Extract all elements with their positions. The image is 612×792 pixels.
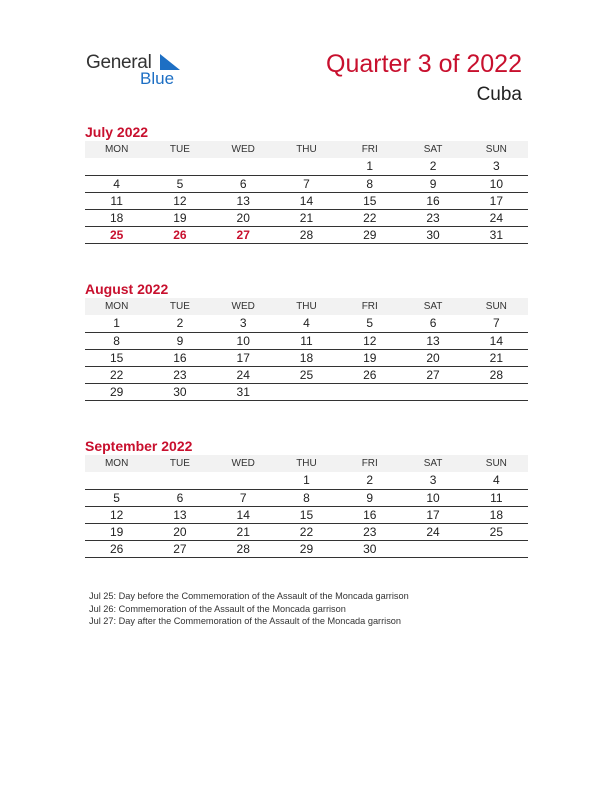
day-cell: 19 — [148, 210, 211, 227]
day-cell: 28 — [275, 227, 338, 244]
week-row — [85, 349, 528, 366]
week-row — [85, 506, 528, 523]
month-calendar-table — [85, 298, 528, 401]
month-july — [85, 123, 528, 244]
day-cell: 12 — [85, 506, 148, 523]
day-cell: 8 — [275, 489, 338, 506]
day-cell: 18 — [85, 210, 148, 227]
day-cell — [85, 158, 148, 175]
day-cell: 8 — [85, 332, 148, 349]
logo-triangle-icon — [160, 54, 180, 70]
month-august — [85, 280, 528, 401]
day-cell: 24 — [465, 210, 528, 227]
day-cell: 29 — [275, 541, 338, 558]
weekday-header: WED — [212, 455, 275, 472]
weekday-header: THU — [275, 298, 338, 315]
weekday-header: WED — [212, 298, 275, 315]
day-cell: 14 — [212, 506, 275, 523]
country-name: Cuba — [476, 84, 522, 105]
day-cell: 14 — [465, 332, 528, 349]
day-cell: 27 — [212, 227, 275, 244]
day-cell: 13 — [148, 506, 211, 523]
day-cell — [212, 472, 275, 489]
day-cell: 7 — [275, 175, 338, 192]
day-cell: 1 — [85, 315, 148, 332]
day-cell: 23 — [401, 210, 464, 227]
day-cell: 6 — [401, 315, 464, 332]
day-cell: 23 — [338, 524, 401, 541]
day-cell: 13 — [212, 192, 275, 209]
weekday-header: TUE — [148, 298, 211, 315]
day-cell: 23 — [148, 367, 211, 384]
day-cell: 11 — [275, 332, 338, 349]
day-cell: 17 — [212, 349, 275, 366]
day-cell: 20 — [148, 524, 211, 541]
day-cell: 12 — [338, 332, 401, 349]
holiday-note: Jul 27: Day after the Commemoration of the Assault of the Moncada garrison — [89, 616, 402, 627]
day-cell: 8 — [338, 175, 401, 192]
weekday-header: MON — [85, 141, 148, 158]
day-cell: 26 — [338, 367, 401, 384]
day-cell: 14 — [275, 192, 338, 209]
month-calendar-table — [85, 455, 528, 558]
day-cell: 30 — [148, 384, 211, 401]
week-row — [85, 472, 528, 489]
day-cell — [275, 384, 338, 401]
weekday-header: TUE — [148, 141, 211, 158]
day-cell: 15 — [275, 506, 338, 523]
day-cell: 11 — [85, 192, 148, 209]
day-cell: 3 — [401, 472, 464, 489]
day-cell: 10 — [401, 489, 464, 506]
day-cell: 25 — [465, 524, 528, 541]
day-cell: 4 — [465, 472, 528, 489]
day-cell: 24 — [401, 524, 464, 541]
day-cell: 16 — [338, 506, 401, 523]
day-cell: 21 — [275, 210, 338, 227]
weeks-body — [85, 158, 528, 244]
day-cell — [401, 384, 464, 401]
day-cell: 9 — [401, 175, 464, 192]
day-cell: 29 — [338, 227, 401, 244]
day-cell: 22 — [85, 367, 148, 384]
week-row — [85, 524, 528, 541]
day-cell: 7 — [465, 315, 528, 332]
day-cell: 5 — [85, 489, 148, 506]
month-title: July 2022 — [85, 124, 149, 140]
day-cell: 16 — [148, 349, 211, 366]
weekday-header: MON — [85, 298, 148, 315]
day-cell — [465, 541, 528, 558]
weekday-header: THU — [275, 455, 338, 472]
day-cell: 27 — [401, 367, 464, 384]
day-cell: 7 — [212, 489, 275, 506]
day-cell: 10 — [212, 332, 275, 349]
day-cell: 10 — [465, 175, 528, 192]
logo-word-general: General — [86, 52, 152, 73]
day-cell: 19 — [85, 524, 148, 541]
day-cell: 2 — [401, 158, 464, 175]
day-cell: 30 — [338, 541, 401, 558]
weekday-header: TUE — [148, 455, 211, 472]
day-cell: 19 — [338, 349, 401, 366]
day-cell: 12 — [148, 192, 211, 209]
day-cell: 4 — [85, 175, 148, 192]
month-september — [85, 437, 528, 558]
weeks-body — [85, 315, 528, 401]
week-row — [85, 541, 528, 558]
day-cell: 16 — [401, 192, 464, 209]
day-cell — [401, 541, 464, 558]
day-cell: 2 — [338, 472, 401, 489]
day-cell: 29 — [85, 384, 148, 401]
weekday-header: SUN — [465, 141, 528, 158]
week-row — [85, 227, 528, 244]
day-cell — [85, 472, 148, 489]
weekday-header: SAT — [401, 141, 464, 158]
month-title: September 2022 — [85, 438, 193, 454]
day-cell: 5 — [338, 315, 401, 332]
day-cell — [465, 384, 528, 401]
day-cell: 21 — [465, 349, 528, 366]
day-cell: 25 — [275, 367, 338, 384]
day-cell: 18 — [465, 506, 528, 523]
day-cell: 17 — [465, 192, 528, 209]
day-cell: 1 — [275, 472, 338, 489]
day-cell: 4 — [275, 315, 338, 332]
day-cell: 26 — [85, 541, 148, 558]
day-cell: 24 — [212, 367, 275, 384]
week-row — [85, 175, 528, 192]
day-cell — [338, 384, 401, 401]
month-calendar-table — [85, 141, 528, 244]
weekday-header: THU — [275, 141, 338, 158]
day-cell: 20 — [212, 210, 275, 227]
day-cell: 6 — [212, 175, 275, 192]
day-cell: 5 — [148, 175, 211, 192]
holiday-notes — [89, 590, 419, 628]
day-cell — [212, 158, 275, 175]
day-cell: 31 — [212, 384, 275, 401]
week-row — [85, 367, 528, 384]
week-row — [85, 332, 528, 349]
day-cell: 31 — [465, 227, 528, 244]
week-row — [85, 210, 528, 227]
day-cell: 28 — [212, 541, 275, 558]
month-title: August 2022 — [85, 281, 169, 297]
day-cell — [275, 158, 338, 175]
day-cell: 25 — [85, 227, 148, 244]
week-row — [85, 315, 528, 332]
day-cell: 27 — [148, 541, 211, 558]
day-cell: 15 — [85, 349, 148, 366]
generalblue-logo — [86, 52, 196, 92]
weekday-header: MON — [85, 455, 148, 472]
weekday-header: SAT — [401, 455, 464, 472]
day-cell: 9 — [148, 332, 211, 349]
weekday-header-row — [85, 455, 528, 472]
day-cell: 30 — [401, 227, 464, 244]
day-cell: 28 — [465, 367, 528, 384]
day-cell: 1 — [338, 158, 401, 175]
weekday-header: FRI — [338, 455, 401, 472]
day-cell: 17 — [401, 506, 464, 523]
day-cell: 15 — [338, 192, 401, 209]
week-row — [85, 489, 528, 506]
weekday-header-row — [85, 298, 528, 315]
day-cell: 3 — [212, 315, 275, 332]
day-cell: 21 — [212, 524, 275, 541]
day-cell: 22 — [338, 210, 401, 227]
weekday-header: SAT — [401, 298, 464, 315]
weekday-header-row — [85, 141, 528, 158]
day-cell: 20 — [401, 349, 464, 366]
weekday-header: FRI — [338, 298, 401, 315]
day-cell: 22 — [275, 524, 338, 541]
weekday-header: WED — [212, 141, 275, 158]
day-cell: 18 — [275, 349, 338, 366]
week-row — [85, 192, 528, 209]
logo-word-blue: Blue — [140, 69, 175, 88]
weekday-header: SUN — [465, 298, 528, 315]
day-cell: 11 — [465, 489, 528, 506]
day-cell — [148, 158, 211, 175]
day-cell: 13 — [401, 332, 464, 349]
weekday-header: FRI — [338, 141, 401, 158]
day-cell: 26 — [148, 227, 211, 244]
day-cell — [148, 472, 211, 489]
day-cell: 9 — [338, 489, 401, 506]
holiday-note: Jul 26: Commemoration of the Assault of the Moncada garrison — [89, 603, 346, 614]
holiday-note: Jul 25: Day before the Commemoration of the Assault of the Moncada garrison — [89, 591, 409, 601]
page-title: Quarter 3 of 2022 — [326, 50, 522, 78]
week-row — [85, 158, 528, 175]
day-cell: 3 — [465, 158, 528, 175]
weeks-body — [85, 472, 528, 558]
week-row — [85, 384, 528, 401]
weekday-header: SUN — [465, 455, 528, 472]
day-cell: 2 — [148, 315, 211, 332]
day-cell: 6 — [148, 489, 211, 506]
